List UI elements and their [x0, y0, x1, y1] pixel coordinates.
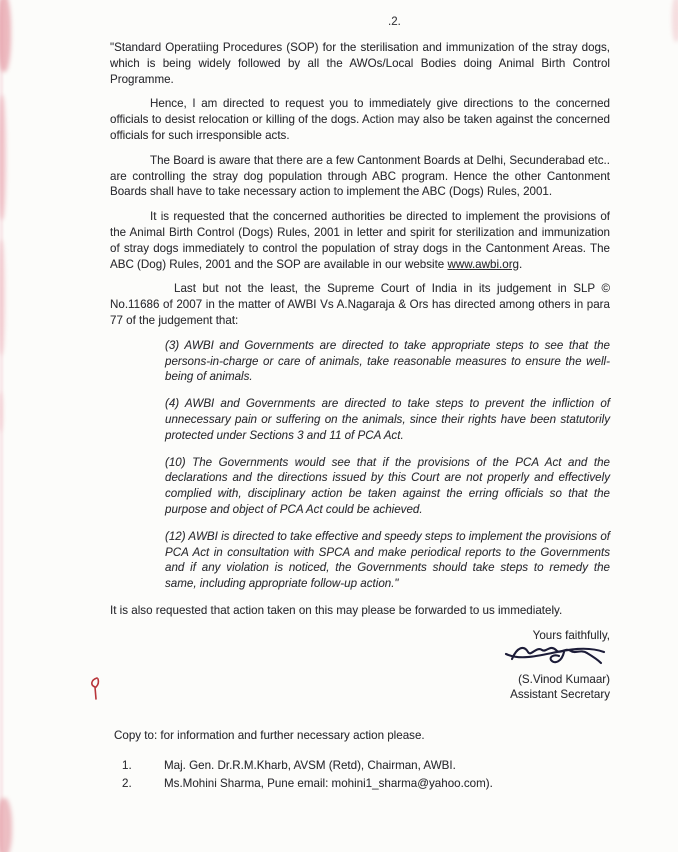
red-pen-mark [88, 676, 102, 702]
scan-smudge-left-1 [0, 95, 6, 220]
scan-smudge-bottom-left [0, 798, 12, 852]
list-item [122, 758, 610, 774]
list-item-text: Ms.Mohini Sharma, Pune email: mohini1_sharma@yahoo.com). [164, 777, 493, 790]
judgement-para-4: (4) AWBI and Governments are directed to take steps to prevent the infliction of unnecessary pain or suffering on the animals, since their rights have been statutorily protected under Sections 3 and 11 of PCA Act. [165, 397, 610, 442]
awbi-website-link[interactable]: www.awbi.org [447, 257, 520, 271]
paragraph-abc-rules [110, 209, 610, 272]
paragraph-sop: "Standard Operatiing Procedures (SOP) for the sterilisation and immunization of the stray dogs, which is being widely followed by all the AWOs/Local Bodies doing Animal Birth Control Programme. [110, 41, 610, 86]
scan-smudge-left-3 [0, 392, 3, 432]
signatory-title: Assistant Secretary [510, 687, 610, 701]
copy-to-heading: Copy to: for information and further necessary action please. [114, 729, 425, 743]
signatory-name: (S.Vinod Kumaar) [518, 673, 610, 687]
paragraph-abc-rules-text: It is requested that the concerned authorities be directed to implement the provisions of the Animal Birth Control (Dogs) Rules, 2001 in letter and spirit for sterilization and immunization of stray dogs immediately to control the population of stray dogs in the Cantonment Areas. The ABC (Dog) Rules, 2001 and the SOP are available in our website [110, 210, 610, 271]
judgement-para-10: (10) The Governments would see that if the provisions of the PCA Act and the declarations and the directions issued by this Court are not properly and effectively complied with, disciplinary action be taken against the erring officials so that the purpose and object of PCA Act could be achieved. [165, 455, 610, 516]
list-item-number: 1. [122, 759, 132, 772]
list-item-text: Maj. Gen. Dr.R.M.Kharb, AVSM (Retd), Chairman, AWBI. [164, 759, 456, 772]
copy-to-list [110, 758, 610, 792]
letter-body [110, 40, 610, 794]
scan-smudge-left-2 [0, 240, 5, 355]
paragraph-directions-request: Hence, I am directed to request you to immediately give directions to the concerned officials to desist relocation or killing of the dogs. Action may also be taken against the concerned officials for such irresponsible acts. [110, 97, 610, 142]
paragraph-abc-rules-period: . [519, 257, 523, 271]
list-item [122, 776, 610, 792]
paragraph-cantonment-boards: The Board is aware that there are a few Cantonment Boards at Delhi, Secunderabad etc.. are controlling the stray dog population through ABC program. Hence the other Cantonment Boards shall have to take necessary action to implement the ABC (Dogs) Rules, 2001. [110, 153, 610, 199]
page-number: .2. [388, 16, 401, 28]
judgement-para-12: (12) AWBI is directed to take effective and speedy steps to implement the provisions of PCA Act in consultation with SPCA and make periodical reports to the Governments and if any violation is noticed, the Governments should take steps to remedy the same, including appropriate follow-up action." [165, 529, 610, 591]
judgement-quotes [165, 338, 610, 592]
paragraph-supreme-court: Last but not the least, the Supreme Court of India in its judgement in SLP © No.11686 of 2007 in the matter of AWBI Vs A.Nagaraja & Ors has directed among others in para 77 of the judgement that: [110, 282, 610, 327]
scan-smudge-top-left [0, 0, 11, 72]
copy-to-section [110, 728, 610, 792]
signature-block [110, 629, 610, 703]
handwritten-signature [504, 639, 608, 669]
scan-smudge-left-edge [0, 0, 3, 852]
list-item-number: 2. [122, 777, 132, 790]
judgement-para-3: (3) AWBI and Governments are directed to take appropriate steps to see that the persons-in-charge or care of animals, take reasonable measures to ensure the well-being of animals. [165, 338, 610, 384]
closing-request: It is also requested that action taken on this may please be forwarded to us immediately. [110, 603, 563, 617]
signature-line [110, 643, 610, 673]
scan-smudge-top-right [672, 0, 678, 42]
salutation: Yours faithfully, [532, 628, 610, 642]
